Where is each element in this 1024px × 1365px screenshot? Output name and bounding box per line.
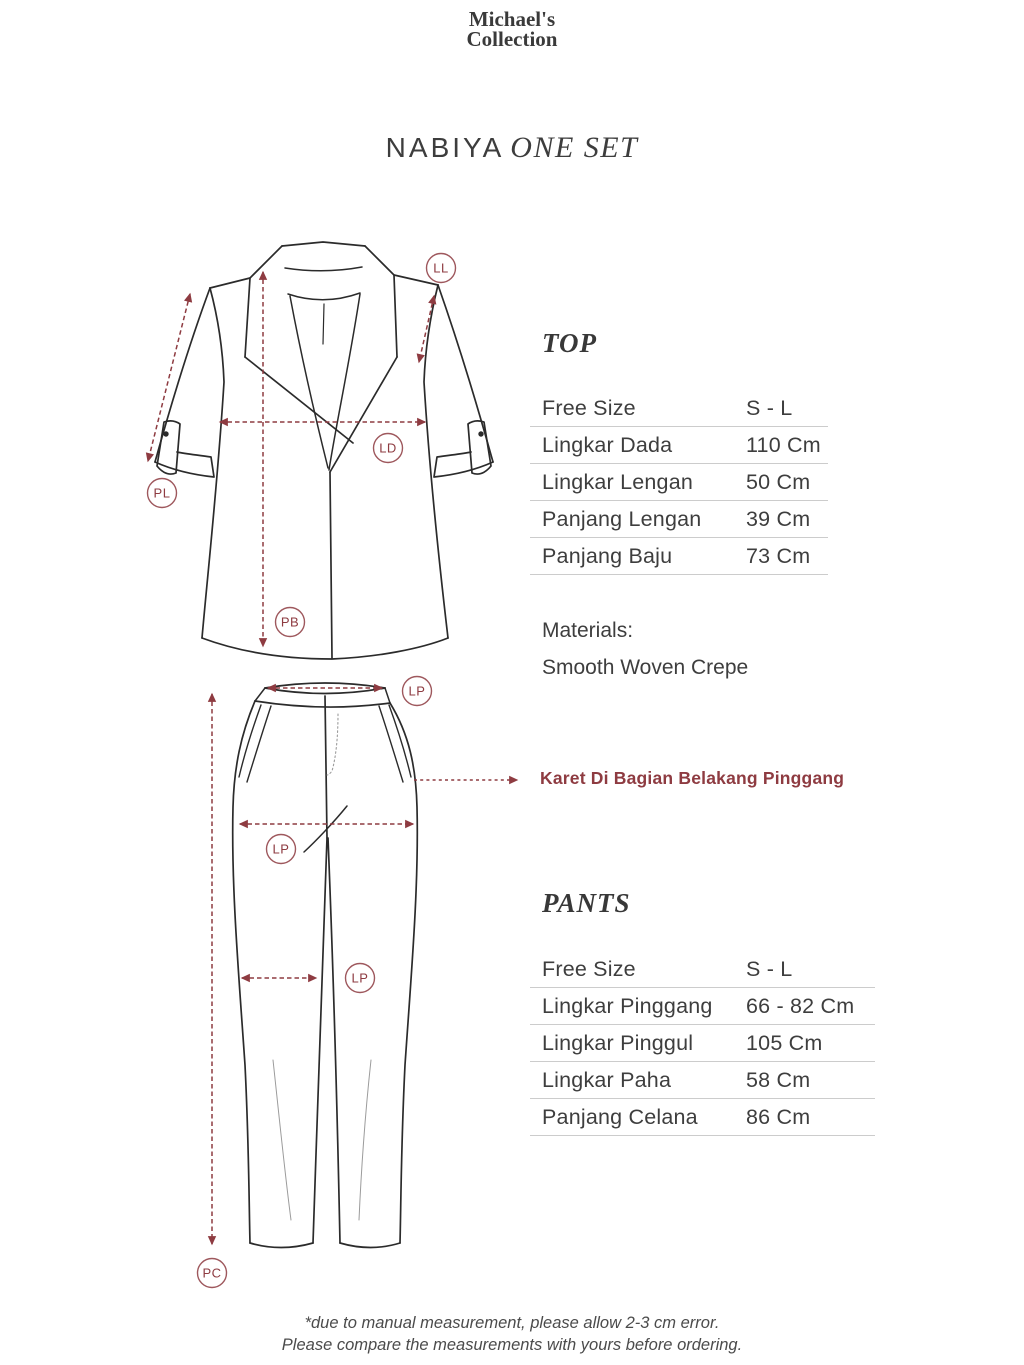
marker-ll <box>427 254 456 283</box>
right-crease-line <box>359 1060 371 1220</box>
left-outseam <box>233 701 255 1243</box>
top-spec-table <box>530 390 828 575</box>
product-name: NABIYA <box>385 132 505 163</box>
neckline <box>288 293 360 300</box>
right-outseam <box>390 703 417 1243</box>
footer-line2: Please compare the measurements with yours before ordering. <box>281 1336 743 1354</box>
marker-pc <box>198 1259 227 1288</box>
table-row <box>530 951 875 988</box>
left-cuff-band <box>155 452 214 477</box>
brand-logo <box>0 9 1024 49</box>
left-lapel-edge <box>245 278 250 357</box>
footer-line1: *due to manual measurement, please allow 2-3 cm error. <box>304 1314 720 1332</box>
footer-note <box>0 1312 1024 1356</box>
row-label: Lingkar Lengan <box>542 470 694 494</box>
pants-section-heading: PANTS <box>542 888 631 918</box>
svg-text:LD: LD <box>379 440 397 456</box>
waist-bottom-arc <box>265 688 385 694</box>
pants-spec-table <box>530 951 875 1136</box>
svg-text:LP: LP <box>351 970 369 986</box>
row-label: Lingkar Dada <box>542 433 673 457</box>
table-row <box>530 390 828 427</box>
fly-stitch-line <box>327 714 338 775</box>
top-garment-diagram <box>140 230 515 670</box>
left-crease-line <box>273 1060 291 1220</box>
center-front-line <box>325 696 327 838</box>
pants-outline <box>233 683 418 1248</box>
right-lapel-edge <box>394 275 397 357</box>
row-value: 73 Cm <box>746 544 811 568</box>
marker-lp-thigh <box>346 964 375 993</box>
marker-ld <box>374 434 403 463</box>
table-row <box>530 1025 875 1062</box>
hip-slash-mark <box>304 806 347 852</box>
marker-lp-waist <box>403 677 432 706</box>
table-row <box>530 501 828 538</box>
row-value: S - L <box>746 957 793 981</box>
row-label: Panjang Baju <box>542 544 673 568</box>
pants-diagram <box>175 672 530 1317</box>
svg-text:PC: PC <box>202 1265 222 1281</box>
row-label: Panjang Celana <box>542 1105 698 1129</box>
right-pocket-inner-line <box>379 706 403 782</box>
marker-pb <box>276 608 305 637</box>
brand-line1: Michael's <box>468 7 556 31</box>
left-sleeve-outer <box>155 288 210 462</box>
marker-pl <box>148 479 177 508</box>
right-inseam <box>328 838 340 1243</box>
left-lapel-inner <box>245 357 353 443</box>
top-marker-badges <box>148 254 456 637</box>
left-side-seam <box>202 288 224 638</box>
center-back-line <box>323 304 324 344</box>
row-value: 105 Cm <box>746 1031 823 1055</box>
brand-line2: Collection <box>466 27 558 51</box>
table-row <box>530 538 828 575</box>
right-sleeve-outer <box>438 285 493 462</box>
marker-lp-hip <box>267 835 296 864</box>
blazer-outline <box>155 242 493 659</box>
row-value: 50 Cm <box>746 470 811 494</box>
right-leg-hem <box>340 1243 400 1248</box>
table-row <box>530 1099 875 1136</box>
row-label: Panjang Lengan <box>542 507 702 531</box>
top-section-heading: TOP <box>542 328 597 358</box>
left-inseam <box>313 838 327 1243</box>
left-cuff-button <box>163 431 168 436</box>
collar-top <box>282 242 365 246</box>
waistband-bottom <box>255 701 390 707</box>
right-cuff-tab <box>468 421 491 474</box>
table-row <box>530 464 828 501</box>
product-variant: ONE SET <box>510 131 639 164</box>
row-value: 110 Cm <box>746 433 821 457</box>
left-roll-line <box>290 296 328 468</box>
row-label: Lingkar Pinggang <box>542 994 713 1018</box>
table-row <box>530 988 875 1025</box>
left-cuff-tab <box>157 421 180 474</box>
left-shoulder <box>210 246 282 288</box>
row-label: Lingkar Pinggul <box>542 1031 694 1055</box>
svg-text:LL: LL <box>433 260 449 276</box>
materials-label: Materials: <box>542 619 634 642</box>
svg-text:LP: LP <box>408 683 426 699</box>
svg-text:LP: LP <box>272 841 290 857</box>
row-label: Free Size <box>542 396 636 420</box>
row-value: 58 Cm <box>746 1068 811 1092</box>
sleeve-length-arrow <box>148 294 190 461</box>
right-cuff-button <box>478 431 483 436</box>
elastic-waistband-annotation: Karet Di Bagian Belakang Pinggang <box>540 768 845 788</box>
right-cuff-band <box>434 452 493 477</box>
right-roll-line <box>329 294 360 470</box>
table-row <box>530 1062 875 1099</box>
svg-text:PB: PB <box>280 614 300 630</box>
row-value: S - L <box>746 396 793 420</box>
page-title <box>0 131 1024 165</box>
row-label: Lingkar Paha <box>542 1068 672 1092</box>
materials-value: Smooth Woven Crepe <box>542 656 749 679</box>
row-value: 86 Cm <box>746 1105 811 1129</box>
hem <box>202 638 448 659</box>
collar-inner-line <box>285 267 362 271</box>
front-edge <box>330 472 332 658</box>
left-leg-hem <box>250 1243 313 1248</box>
row-label: Free Size <box>542 957 636 981</box>
table-row <box>530 427 828 464</box>
svg-text:PL: PL <box>153 485 171 501</box>
row-value: 66 - 82 Cm <box>746 994 855 1018</box>
row-value: 39 Cm <box>746 507 811 531</box>
left-pocket-inner-line <box>247 706 271 782</box>
